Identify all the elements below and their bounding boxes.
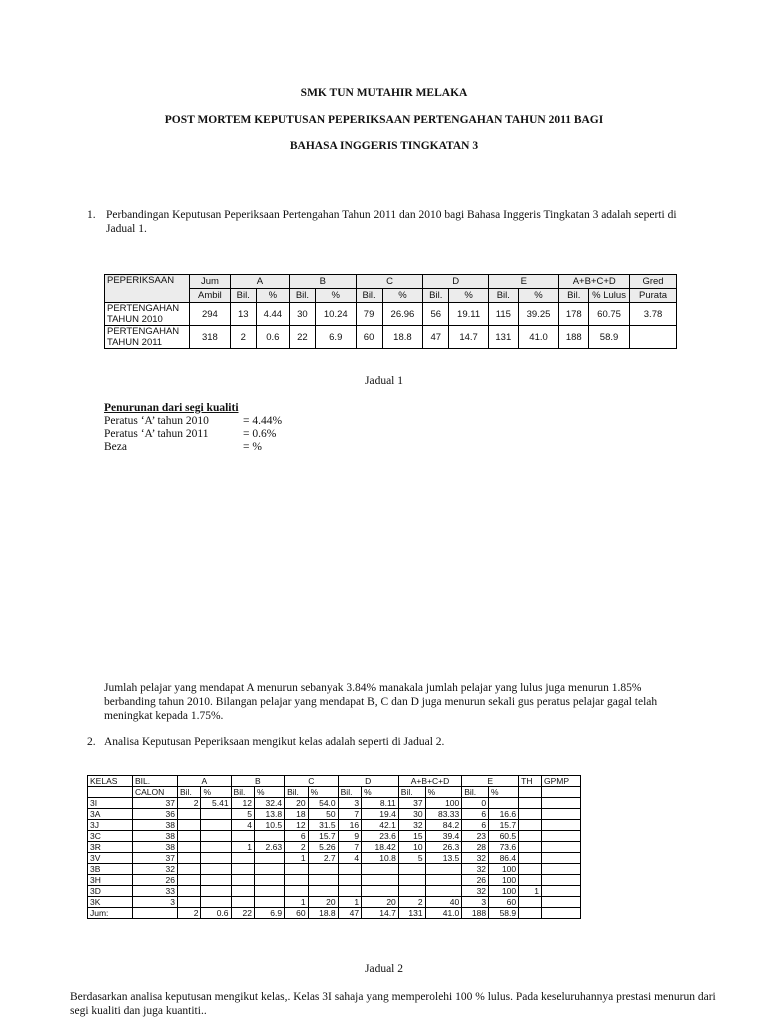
header-cell: Bil. (231, 787, 254, 798)
header-cell: A (178, 776, 232, 787)
table-cell (178, 897, 201, 908)
table-cell: 100 (489, 864, 519, 875)
table-cell: 10.8 (362, 853, 399, 864)
table-cell (178, 875, 201, 886)
row-label: 3A (88, 809, 133, 820)
row-label: 3K (88, 897, 133, 908)
header-cell: % (489, 787, 519, 798)
table-cell: 33 (133, 886, 178, 897)
table-cell: 131 (398, 908, 425, 919)
table-cell: 73.6 (489, 842, 519, 853)
table-cell: 15 (398, 831, 425, 842)
table-cell (255, 897, 285, 908)
table-cell: 18.8 (382, 326, 423, 349)
table-row (88, 897, 581, 908)
header-cell: A+B+C+D (398, 776, 461, 787)
table-cell (425, 864, 462, 875)
table-cell: 188 (559, 326, 589, 349)
penurunan-label-2011: Peratus ‘A’ tahun 2011 (104, 428, 209, 440)
table-cell (425, 875, 462, 886)
table-cell: 5 (398, 853, 425, 864)
table-cell: 131 (489, 326, 519, 349)
table-cell (519, 853, 542, 864)
table-cell (630, 326, 677, 349)
table-cell: 39.25 (518, 303, 559, 326)
header-cell: Bil. (290, 289, 316, 303)
header-cell: Gred (630, 275, 677, 289)
table-cell (178, 864, 201, 875)
table-cell (255, 853, 285, 864)
table-cell: 0.6 (201, 908, 231, 919)
header-cell: A (230, 275, 289, 289)
table-row (88, 842, 581, 853)
table-cell (201, 875, 231, 886)
table-cell: 15.7 (489, 820, 519, 831)
table-cell: 19.11 (449, 303, 489, 326)
header-cell: % (449, 289, 489, 303)
paragraph1-line1: Jumlah pelajar yang mendapat A menurun sebanyak 3.84% manakala jumlah pelajar yang lulus juga menurun 1.85% (104, 682, 642, 694)
table-cell (338, 886, 361, 897)
table-cell: 47 (423, 326, 449, 349)
header-cell: Bil. (356, 289, 382, 303)
header-cell: TH (519, 776, 542, 787)
table-cell (542, 809, 581, 820)
comparison-table (104, 274, 677, 349)
table-cell: 26.96 (382, 303, 423, 326)
paragraph2-line1: Berdasarkan analisa keputusan mengikut kelas,. Kelas 3I sahaja yang memperolehi 100 % lulus. Pada keseluruhannya prestasi menurun dari (70, 991, 716, 1003)
table-cell (542, 897, 581, 908)
header-cell: BIL. (133, 776, 178, 787)
table-cell: 7 (338, 809, 361, 820)
table-cell (285, 864, 308, 875)
table-cell: 79 (356, 303, 382, 326)
header-cell: KELAS (88, 776, 133, 787)
header-cell: B (290, 275, 357, 289)
table-cell (519, 798, 542, 809)
penurunan-heading: Penurunan dari segi kualiti (104, 402, 239, 414)
table-cell: 0 (462, 798, 489, 809)
table-cell (178, 886, 201, 897)
table-cell: 86.4 (489, 853, 519, 864)
table-cell (542, 908, 581, 919)
table-cell (201, 897, 231, 908)
table-cell (133, 908, 178, 919)
table-cell (338, 864, 361, 875)
table-cell (542, 886, 581, 897)
table-cell: 18.8 (308, 908, 338, 919)
table-cell: 3 (338, 798, 361, 809)
table-cell: 58.9 (489, 908, 519, 919)
item1-number: 1. (87, 209, 96, 221)
table-cell: 0.6 (256, 326, 289, 349)
table-cell: 4 (231, 820, 254, 831)
table-cell (201, 886, 231, 897)
table-cell (231, 853, 254, 864)
table-cell: 26 (462, 875, 489, 886)
table-cell: 12 (231, 798, 254, 809)
table-cell (542, 864, 581, 875)
class-analysis-table (87, 775, 581, 919)
table-cell: 2 (285, 842, 308, 853)
header-cell: C (285, 776, 339, 787)
table-cell: 37 (133, 798, 178, 809)
table-cell: 32 (462, 886, 489, 897)
table-cell: 18.42 (362, 842, 399, 853)
header-cell: A+B+C+D (559, 275, 630, 289)
table-cell (362, 875, 399, 886)
table2-caption: Jadual 2 (364, 963, 403, 975)
table-cell: 32 (133, 864, 178, 875)
paragraph1-line3: meningkat kepada 1.75%. (104, 710, 224, 722)
table-cell (398, 875, 425, 886)
table-cell (542, 875, 581, 886)
table-cell: 20 (362, 897, 399, 908)
table-cell: 5.26 (308, 842, 338, 853)
table-cell: 3.78 (630, 303, 677, 326)
header-cell: B (231, 776, 285, 787)
table-cell: 47 (338, 908, 361, 919)
table-cell: 32 (398, 820, 425, 831)
table-row (88, 875, 581, 886)
row-label: 3R (88, 842, 133, 853)
table-cell: 14.7 (362, 908, 399, 919)
table-cell: 30 (398, 809, 425, 820)
table-cell: 32 (462, 864, 489, 875)
table-cell: 22 (231, 908, 254, 919)
header-cell: % (255, 787, 285, 798)
table-cell (178, 831, 201, 842)
table-cell: 10 (398, 842, 425, 853)
table-cell: 188 (462, 908, 489, 919)
header-cell: % (308, 787, 338, 798)
table-cell: 38 (133, 842, 178, 853)
table-cell: 1 (338, 897, 361, 908)
subject-title: BAHASA INGGERIS TINGKATAN 3 (289, 140, 479, 152)
table-cell: 13 (230, 303, 256, 326)
table-cell: 1 (231, 842, 254, 853)
table-cell (285, 875, 308, 886)
table-cell (231, 875, 254, 886)
table-cell: 1 (519, 886, 542, 897)
table-cell: 41.0 (518, 326, 559, 349)
table-row (88, 886, 581, 897)
table-cell (519, 864, 542, 875)
table-cell: 38 (133, 820, 178, 831)
table-cell (519, 908, 542, 919)
penurunan-label-2010: Peratus ‘A’ tahun 2010 (104, 415, 209, 427)
table-cell (542, 853, 581, 864)
table-cell: 6 (462, 809, 489, 820)
penurunan-label-beza: Beza (104, 441, 127, 453)
table-cell: 60.75 (589, 303, 630, 326)
row-label: 3C (88, 831, 133, 842)
table-cell: 5 (231, 809, 254, 820)
table-cell: 16.6 (489, 809, 519, 820)
table-cell: 39.4 (425, 831, 462, 842)
table-cell: 36 (133, 809, 178, 820)
table-cell: 42.1 (362, 820, 399, 831)
header-cell: % (518, 289, 559, 303)
table-cell (201, 842, 231, 853)
row-label: Jum: (88, 908, 133, 919)
table-row (88, 809, 581, 820)
table-cell (542, 798, 581, 809)
table-cell (362, 864, 399, 875)
table-cell: 60 (356, 326, 382, 349)
table-cell: 13.5 (425, 853, 462, 864)
table-cell: 19.4 (362, 809, 399, 820)
table-cell: 23.6 (362, 831, 399, 842)
table-cell (398, 864, 425, 875)
header-cell (88, 787, 133, 798)
row-label: 3B (88, 864, 133, 875)
table-cell: 31.5 (308, 820, 338, 831)
table-cell (542, 842, 581, 853)
header-cell: % (256, 289, 289, 303)
table-cell: 10.24 (315, 303, 356, 326)
table-cell: 294 (190, 303, 231, 326)
header-cell: Bil. (338, 787, 361, 798)
table-cell: 18 (285, 809, 308, 820)
table-header-row (105, 275, 677, 289)
table-row (88, 853, 581, 864)
table-cell (178, 820, 201, 831)
table-cell (398, 886, 425, 897)
table-cell (308, 864, 338, 875)
table-row (88, 908, 581, 919)
table-cell: 28 (462, 842, 489, 853)
table-cell: 6.9 (255, 908, 285, 919)
table-cell: 22 (290, 326, 316, 349)
header-cell (519, 787, 542, 798)
header-cell: % Lulus (589, 289, 630, 303)
table-body (88, 798, 581, 919)
table-cell: 6 (285, 831, 308, 842)
row-label: 3J (88, 820, 133, 831)
table-cell (519, 842, 542, 853)
item2-text: Analisa Keputusan Peperiksaan mengikut kelas adalah seperti di Jadual 2. (104, 736, 445, 748)
table-cell (178, 842, 201, 853)
table-cell (519, 809, 542, 820)
table-cell: 56 (423, 303, 449, 326)
table-cell: 26 (133, 875, 178, 886)
table-cell (542, 820, 581, 831)
table-row (105, 303, 677, 326)
table-cell: 23 (462, 831, 489, 842)
school-name: SMK TUN MUTAHIR MELAKA (300, 87, 468, 99)
header-cell: Bil. (423, 289, 449, 303)
header-cell: PEPERIKSAAN (105, 275, 190, 303)
row-label: 3V (88, 853, 133, 864)
header-cell: Bil. (559, 289, 589, 303)
table-cell (519, 831, 542, 842)
header-cell: E (462, 776, 519, 787)
header-cell: GPMP (542, 776, 581, 787)
table-cell: 100 (489, 886, 519, 897)
table-cell: 7 (338, 842, 361, 853)
table-cell: 14.7 (449, 326, 489, 349)
table-cell (178, 809, 201, 820)
table-cell: 32 (462, 853, 489, 864)
table-cell: 2 (178, 798, 201, 809)
row-label: 3H (88, 875, 133, 886)
table-cell: 26.3 (425, 842, 462, 853)
table-cell: 20 (308, 897, 338, 908)
table-cell: 2.63 (255, 842, 285, 853)
table-cell (178, 853, 201, 864)
paragraph2-line2: segi kualiti dan juga kuantiti.. (70, 1005, 207, 1017)
table-cell: 83.33 (425, 809, 462, 820)
table-cell (308, 875, 338, 886)
table-cell: 2.7 (308, 853, 338, 864)
table-cell: 50 (308, 809, 338, 820)
table-cell: 9 (338, 831, 361, 842)
item2-number: 2. (87, 736, 96, 748)
table-cell: 60.5 (489, 831, 519, 842)
table-cell: 40 (425, 897, 462, 908)
header-cell: Bil. (398, 787, 425, 798)
header-cell: D (338, 776, 398, 787)
table-cell: 6 (462, 820, 489, 831)
item1-text-line2: Jadual 1. (106, 223, 147, 235)
table-cell (255, 886, 285, 897)
table-cell (519, 897, 542, 908)
document-title: POST MORTEM KEPUTUSAN PEPERIKSAAN PERTENGAHAN TAHUN 2011 BAGI (164, 114, 604, 126)
table-cell (519, 820, 542, 831)
table-cell: 41.0 (425, 908, 462, 919)
paragraph1-line2: berbanding tahun 2010. Bilangan pelajar yang mendapat B, C dan D juga menurun sekali gus peratus pelajar gagal telah (104, 696, 658, 708)
table-cell (201, 831, 231, 842)
table-cell (255, 831, 285, 842)
row-label: PERTENGAHAN TAHUN 2010 (105, 303, 190, 326)
header-cell: Bil. (230, 289, 256, 303)
table-cell: 3 (133, 897, 178, 908)
table-cell: 2 (230, 326, 256, 349)
table-cell: 84.2 (425, 820, 462, 831)
table-cell (542, 831, 581, 842)
table-cell: 37 (398, 798, 425, 809)
penurunan-value-2010: = 4.44% (243, 415, 283, 427)
header-cell (542, 787, 581, 798)
table-cell: 13.8 (255, 809, 285, 820)
header-cell: % (362, 787, 399, 798)
penurunan-value-2011: = 0.6% (243, 428, 277, 440)
header-cell: % (382, 289, 423, 303)
table-cell (338, 875, 361, 886)
table-cell: 4 (338, 853, 361, 864)
table-row (88, 864, 581, 875)
row-label: PERTENGAHAN TAHUN 2011 (105, 326, 190, 349)
table-cell (201, 820, 231, 831)
table-cell: 2 (178, 908, 201, 919)
table-cell: 15.7 (308, 831, 338, 842)
table-cell: 115 (489, 303, 519, 326)
table-cell: 1 (285, 853, 308, 864)
table-cell: 12 (285, 820, 308, 831)
table-cell: 37 (133, 853, 178, 864)
table-cell (425, 886, 462, 897)
table-cell: 6.9 (315, 326, 356, 349)
table-cell: 60 (285, 908, 308, 919)
table-header-row (88, 787, 581, 798)
table-row (88, 798, 581, 809)
table-row (105, 326, 677, 349)
header-cell: Ambil (190, 289, 231, 303)
table-cell: 54.0 (308, 798, 338, 809)
table-cell (231, 897, 254, 908)
item1-text-line1: Perbandingan Keputusan Peperiksaan Pertengahan Tahun 2011 dan 2010 bagi Bahasa Inggeris Tingkatan 3 adalah seperti di (106, 209, 677, 221)
table1-caption: Jadual 1 (364, 375, 403, 387)
table-cell: 60 (489, 897, 519, 908)
table-row (88, 820, 581, 831)
header-cell: % (201, 787, 231, 798)
row-label: 3D (88, 886, 133, 897)
table-cell: 100 (425, 798, 462, 809)
header-cell: D (423, 275, 489, 289)
table-cell: 5.41 (201, 798, 231, 809)
table-cell (489, 798, 519, 809)
table-cell: 2 (398, 897, 425, 908)
header-cell: E (489, 275, 559, 289)
header-cell: Jum (190, 275, 231, 289)
table-cell (231, 831, 254, 842)
table-cell: 318 (190, 326, 231, 349)
table-row (88, 831, 581, 842)
table-cell (201, 864, 231, 875)
table-cell: 16 (338, 820, 361, 831)
header-cell: CALON (133, 787, 178, 798)
table-cell: 8.11 (362, 798, 399, 809)
table-cell (362, 886, 399, 897)
table-cell: 30 (290, 303, 316, 326)
table-cell (201, 809, 231, 820)
table-cell (308, 886, 338, 897)
table-cell (519, 875, 542, 886)
header-cell: % (315, 289, 356, 303)
table-cell: 4.44 (256, 303, 289, 326)
table-cell: 58.9 (589, 326, 630, 349)
table-cell (255, 864, 285, 875)
table-header-row (88, 776, 581, 787)
table-cell: 178 (559, 303, 589, 326)
table-cell: 3 (462, 897, 489, 908)
table-cell (255, 875, 285, 886)
table-cell: 1 (285, 897, 308, 908)
table-cell (231, 864, 254, 875)
row-label: 3I (88, 798, 133, 809)
penurunan-value-beza: = % (243, 441, 262, 453)
header-cell: C (356, 275, 423, 289)
table-cell (231, 886, 254, 897)
table-cell (285, 886, 308, 897)
header-cell: Purata (630, 289, 677, 303)
table-cell: 20 (285, 798, 308, 809)
table-header-row (105, 289, 677, 303)
header-cell: Bil. (489, 289, 519, 303)
header-cell: % (425, 787, 462, 798)
table-cell (201, 853, 231, 864)
table-cell: 10.5 (255, 820, 285, 831)
table-cell: 32.4 (255, 798, 285, 809)
header-cell: Bil. (462, 787, 489, 798)
table-cell: 38 (133, 831, 178, 842)
table-cell: 100 (489, 875, 519, 886)
header-cell: Bil. (178, 787, 201, 798)
header-cell: Bil. (285, 787, 308, 798)
